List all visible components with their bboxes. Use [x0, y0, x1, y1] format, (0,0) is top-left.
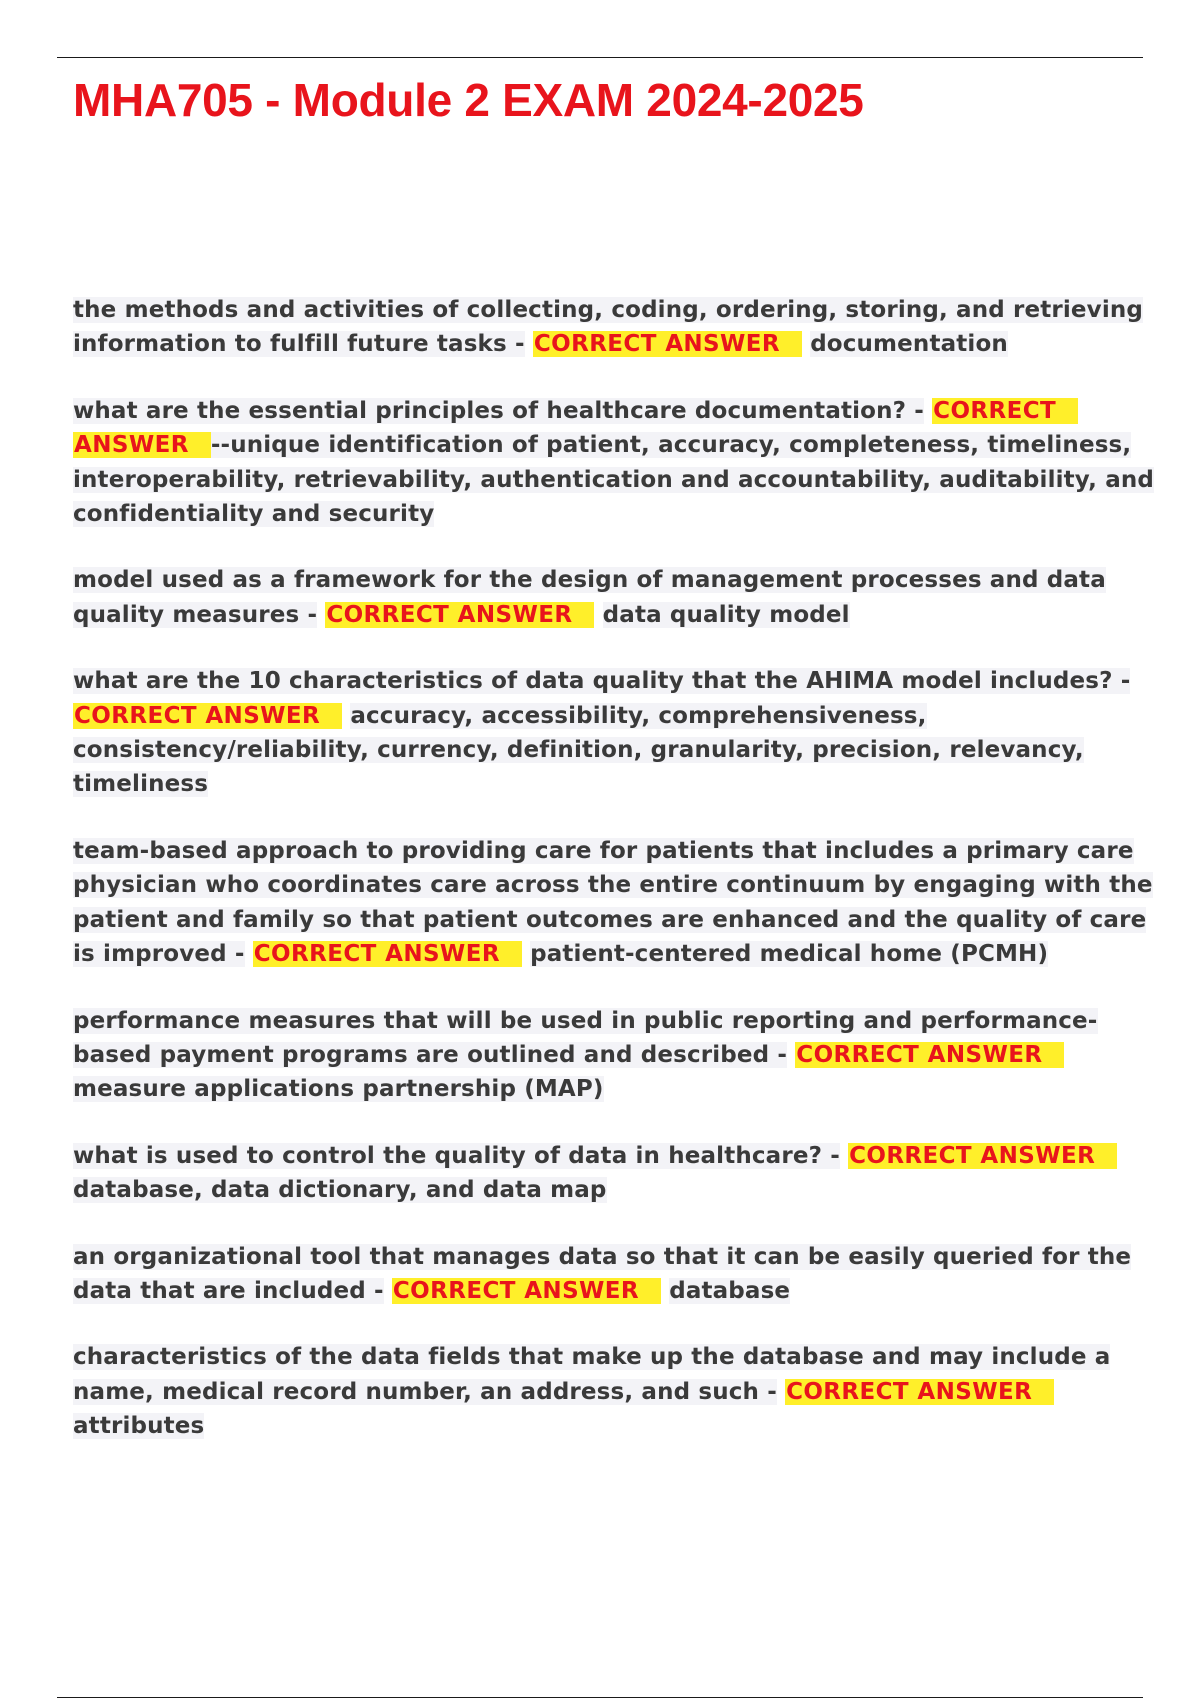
top-divider — [57, 57, 1143, 58]
answer-text: database, data dictionary, and data map — [73, 1177, 607, 1204]
qa-item — [73, 1340, 1155, 1443]
correct-answer-badge: CORRECT ANSWER — [73, 703, 342, 729]
page-title: MHA705 - Module 2 EXAM 2024-2025 — [73, 74, 864, 126]
question-text: an organizational tool that manages data so that it can be easily queried for the data that are included - — [73, 1243, 1132, 1304]
correct-answer-badge: CORRECT ANSWER — [785, 1379, 1054, 1405]
qa-item — [73, 394, 1155, 532]
correct-answer-badge: CORRECT ANSWER — [392, 1278, 661, 1304]
correct-answer-badge: CORRECT ANSWER — [795, 1042, 1064, 1068]
answer-text: attributes — [73, 1413, 205, 1440]
question-text: what are the essential principles of healthcare documentation? - — [73, 397, 924, 424]
qa-item — [73, 664, 1155, 802]
question-text: what is used to control the quality of data in healthcare? - — [73, 1142, 840, 1169]
question-text: the methods and activities of collecting, coding, ordering, storing, and retrieving information to fulfill future tasks - — [73, 297, 1144, 358]
question-text: what are the 10 characteristics of data quality that the AHIMA model includes? - — [73, 668, 1131, 695]
qa-item — [73, 1139, 1155, 1208]
correct-answer-badge: CORRECT ANSWER — [253, 941, 522, 967]
qa-item — [73, 293, 1155, 362]
correct-answer-badge: CORRECT ANSWER — [325, 602, 594, 628]
correct-answer-badge: CORRECT ANSWER — [848, 1143, 1117, 1169]
question-text: characteristics of the data fields that make up the database and may include a name, medical record number, an address, and such - — [73, 1344, 1111, 1405]
answer-text: data quality model — [602, 601, 850, 628]
qa-item — [73, 834, 1155, 972]
question-text: model used as a framework for the design of management processes and data quality measures - — [73, 567, 1106, 628]
answer-text: documentation — [810, 331, 1008, 358]
qa-item — [73, 1004, 1155, 1107]
answer-text: accuracy, accessibility, comprehensiveness, consistency/reliability, currency, definition, granularity, precision, relevancy, timeliness — [73, 702, 1084, 798]
question-text: team-based approach to providing care for patients that includes a primary care physician who coordinates care across the entire continuum by engaging with the patient and family so that patient outcomes are enhanced and the quality of care is improved - — [73, 837, 1153, 968]
answer-text: patient-centered medical home (PCMH) — [530, 941, 1049, 968]
qa-item — [73, 563, 1155, 632]
qa-item — [73, 1240, 1155, 1309]
answer-text: measure applications partnership (MAP) — [73, 1076, 604, 1103]
bottom-divider — [57, 1697, 1143, 1698]
qa-list — [73, 293, 1155, 1476]
answer-text: database — [669, 1277, 791, 1304]
correct-answer-badge: CORRECT ANSWER — [533, 331, 802, 357]
question-text: performance measures that will be used in public reporting and performance-based payment programs are outlined and described - — [73, 1007, 1098, 1068]
correct-answer-badge: CORRECT ANSWER — [73, 398, 1078, 458]
answer-text: --unique identification of patient, accuracy, completeness, timeliness, interoperability, retrievability, authentication and accountability, auditability, and confidentiality and security — [73, 432, 1155, 528]
